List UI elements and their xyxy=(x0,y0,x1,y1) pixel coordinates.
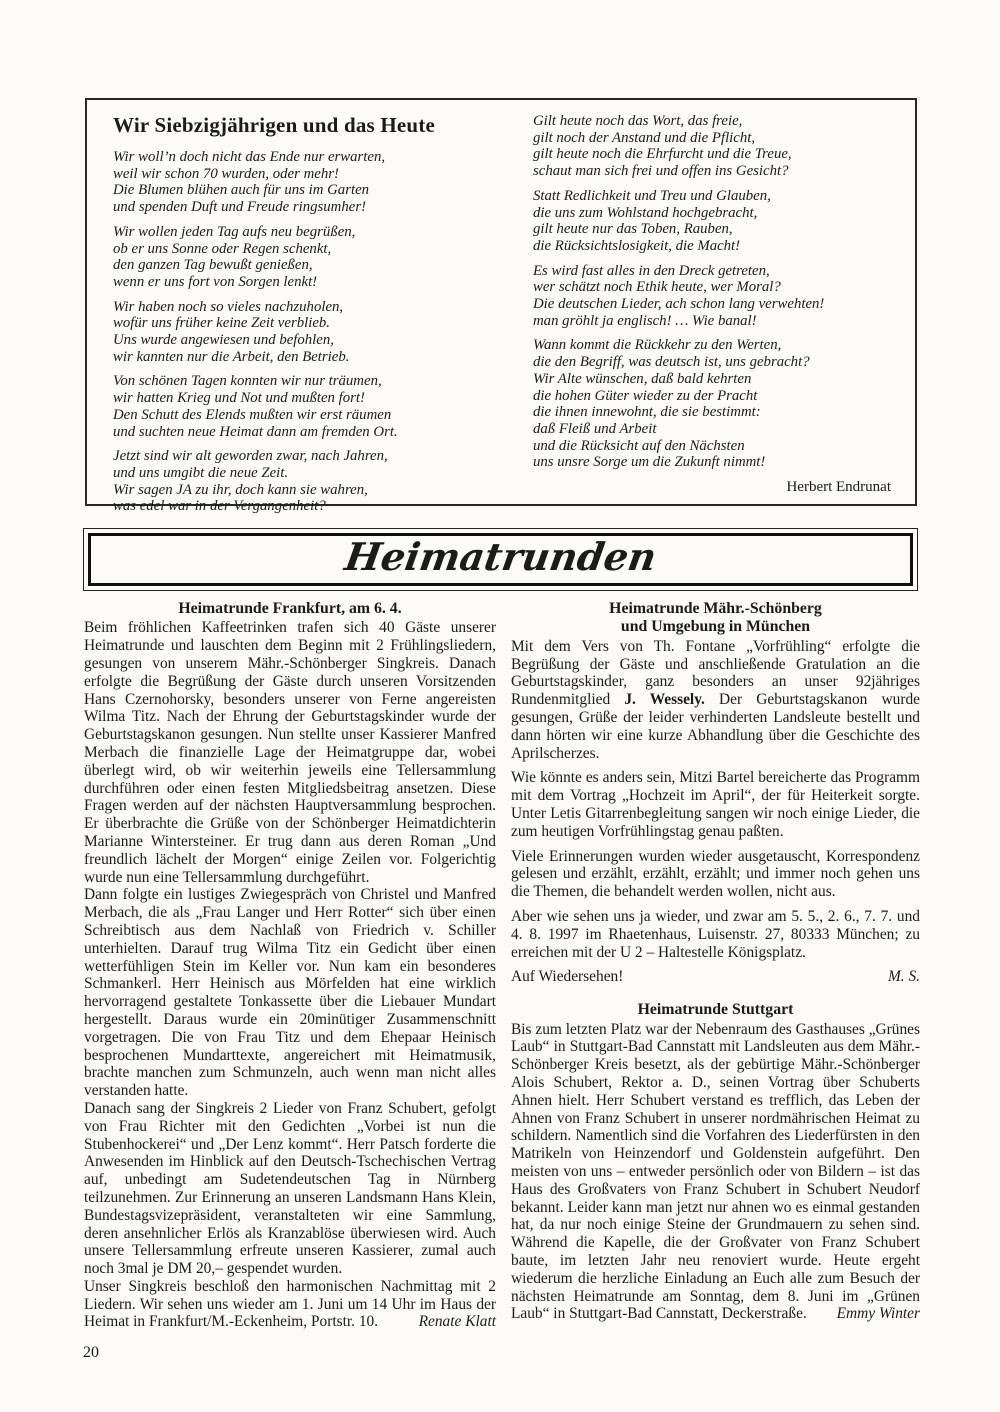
article-column-right xyxy=(511,600,920,1331)
paragraph-text: Mit dem Vers von Th. Fontane „Vorfrühling“ erfolgte die Begrüßung der Gäste und anschließende Gratulation an die Geburtstagskinder, ganz besonders an unser 92jähriges Rundenmitglied xyxy=(511,637,920,709)
poem-column-left xyxy=(113,112,505,523)
article-paragraph xyxy=(511,638,920,763)
poem-stanza xyxy=(533,113,895,180)
paragraph-text: Danach sang der Singkreis 2 Lieder von Franz Schubert, gefolgt von Frau Richter mit den Gedichten „Vorbei ist nun die Stubenhockerei“ und „Der Lenz kommt“. Herr Patsch forderte die Anwesenden im Hinblick auf den Deutsch-Tschechischen Vertrag auf, unbedingt am Sudetendeutschen Tag in Nürnberg teilzunehmen. Zur Erinnerung an unseren Landsmann Hans Klein, Bundestagsvizepräsident, veranstalteten wir eine Sammlung, deren ansehnlicher Erlös als Kranzablöse überwiesen wird. Auch unsere Tellersammlung erfreute unseren Kassierer, zumal auch noch 3mal je DM 20,– gespendet wurden. xyxy=(84,1099,496,1278)
paragraph-text: Bis zum letzten Platz war der Nebenraum des Gasthauses „Grünes Laub“ in Stuttgart-Bad Cannstatt mit Landsleuten aus dem Mähr.-Schönberger Kreis besetzt, als der gebürtige Mähr.-Schönberger Alois Schubert, Rektor a. D., seinen Vortrag über Schuberts Ahnen hielt. Herr Schubert verstand es trefflich, das Leben der Ahnen von Franz Schubert in unserer nordmährischen Heimat zu schildern. Namentlich sind die Vorfahren des Liederfürsten in den Matrikeln von Heinzendorf und Goldenstein aufgeführt. Den meisten von uns – entweder persönlich oder von Bildern – ist das Haus des Großvaters von Franz Schubert in Schubert Neudorf bekannt. Leider kann man jetzt nur ahnen wo es einmal gestanden hat, da nur noch einige Steine der Grundmauern zu sehen sind. Während die Kapelle, die der Großvater von Franz Schubert baute, im letzten Jahr neu renoviert wurde. Heute ergeht wiederum die herzliche Einladung an Euch alle zum Besuch der nächsten Heimatrunde am Sonntag, dem 8. Juni im „Grünen Laub“ in Stuttgart-Bad Cannstatt, Deckerstraße. xyxy=(511,1020,921,1323)
section-banner-title: Heimatrunden xyxy=(342,534,660,579)
paragraph-text: Beim fröhlichen Kaffeetrinken trafen sich 40 Gäste unserer Heimatrunde und lauschten dem Beginn mit 2 Frühlingsliedern, gesungen von unserem Mähr.-Schönberger Singkreis. Danach erfolgte die Begrüßung der Gäste durch unseren Vorsitzenden Hans Czernohorsky, besonders unserer von Ferne angereisten Wilma Titz. Nach der Ehrung der Geburtstagskinder wurde der Geburtstagskanon gesungen. Nun stellte unser Kassierer Manfred Merbach die finanzielle Lage der Heimatgruppe dar, wobei überlegt wird, ob wir weiterhin jeweils eine Tellersammlung durchführen oder einen festen Mitgliedsbeitrag ansetzen. Diese Fragen werden auf der nächsten Hauptversammlung besprochen. Er überbrachte die Grüße von der Schönberger Heimatdichterin Marianne Wintersteiner. Er trug dann aus deren Roman „Und freundlich lächelt der Morgen“ einige Zeilen vor. Folgerichtig wurde nun eine Tellersammlung durchgeführt. xyxy=(84,619,496,886)
article-heading-frankfurt: Heimatrunde Frankfurt, am 6. 4. xyxy=(178,600,402,617)
page-number: 20 xyxy=(83,1344,99,1361)
poem-line: Es wird fast alles in den Dreck getreten, xyxy=(533,262,770,279)
article-columns xyxy=(84,600,920,1331)
poem-line: wofür uns früher keine Zeit verblieb. xyxy=(113,315,330,332)
paragraph-text: Viele Erinnerungen wurden wieder ausgetauscht, Korrespondenz gelesen und erzählt, erzählt, erzählt; und immer noch gehen uns die Themen, die behandelt werden wollen, nicht aus. xyxy=(511,847,920,901)
poem-line: gilt heute nur das Toben, Rauben, xyxy=(533,221,733,238)
poem-line: Wir wollen jeden Tag aufs neu begrüßen, xyxy=(113,223,356,240)
poem-line: und suchten neue Heimat dann am fremden Ort. xyxy=(113,423,398,440)
poem-stanza xyxy=(533,337,895,471)
poem-line: schaut man sich frei und offen ins Gesicht? xyxy=(533,163,789,180)
article-paragraph xyxy=(84,886,496,1100)
author-signature: Emmy Winter xyxy=(836,1305,920,1323)
poem-line: die uns zum Wohlstand hochgebracht, xyxy=(533,204,758,221)
poem-line: ob er uns Sonne oder Regen schenkt, xyxy=(113,240,332,257)
article-heading-stuttgart: Heimatrunde Stuttgart xyxy=(637,1001,794,1019)
poem-stanza xyxy=(533,263,895,330)
poem-line: und spenden Duft und Freude ringsumher! xyxy=(113,199,367,216)
paragraph-text: Wie könnte es anders sein, Mitzi Bartel bereicherte das Programm mit dem Vortrag „Hochzeit im April“, der für Heiterkeit sorgte. Unter Letis Gitarrenbegleitung sangen wir noch einige Lieder, die zum heutigen Vorfrühlingstag genau paßten. xyxy=(511,769,920,840)
highlighted-name: J. Wessely. xyxy=(624,691,705,709)
poem-stanza xyxy=(113,373,505,440)
paragraph-text: Unser Singkreis beschloß den harmonischen Nachmittag mit 2 Liedern. Wir sehen uns wieder am 1. Juni um 14 Uhr im Haus der Heimat in Frankfurt/M.-Eckenheim, Portstr. 10. xyxy=(84,1277,496,1331)
poem-line: uns unsre Sorge um die Zukunft nimmt! xyxy=(533,454,766,471)
poem-stanza xyxy=(113,448,505,515)
poem-line: Statt Redlichkeit und Treu und Glauben, xyxy=(533,187,771,204)
poem-line: Jetzt sind wir alt geworden zwar, nach Jahren, xyxy=(113,448,388,465)
poem-line: Von schönen Tagen konnten wir nur träumen, xyxy=(113,373,382,390)
poem-line: wer schätzt noch Ethik heute, wer Moral? xyxy=(533,279,781,296)
article-paragraph xyxy=(511,848,920,901)
poem-columns xyxy=(113,112,895,523)
article-paragraph xyxy=(84,619,496,886)
paragraph-text: Auf Wiedersehen! xyxy=(511,968,624,986)
poem-line: den ganzen Tag bewußt genießen, xyxy=(113,257,313,274)
article-column-left xyxy=(84,600,496,1331)
poem-right-stanzas xyxy=(533,113,895,471)
poem-line: die hohen Güter wieder zu der Pracht xyxy=(533,387,758,404)
article-paragraph xyxy=(511,908,920,961)
poem-line: die ihnen innewohnt, die sie bestimmt: xyxy=(533,404,761,421)
poem-line: Wann kommt die Rückkehr zu den Werten, xyxy=(533,337,782,354)
poem-line: die Rücksichtslosigkeit, die Macht! xyxy=(533,237,741,254)
poem-column-right xyxy=(533,112,895,523)
poem-line: Wir Alte wünschen, daß bald kehrten xyxy=(533,370,752,387)
author-signature: M. S. xyxy=(887,968,920,986)
article-paragraph xyxy=(511,968,920,986)
poem-line: gilt noch der Anstand und die Pflicht, xyxy=(533,129,756,146)
poem-line: Wir sagen JA zu ihr, doch kann sie wahren, xyxy=(113,481,368,498)
article-paragraph xyxy=(511,1021,920,1324)
poem-line: man gröhlt ja englisch! … Wie banal! xyxy=(533,312,757,329)
poem-stanza xyxy=(113,149,505,216)
poem-line: wir kannten nur die Arbeit, den Betrieb. xyxy=(113,348,350,365)
article-body-frankfurt xyxy=(84,619,496,1331)
article-body-stuttgart xyxy=(511,1021,920,1324)
article-paragraph xyxy=(511,769,920,840)
article-heading-muenchen-line1: Heimatrunde Mähr.-Schönberg xyxy=(609,600,822,617)
section-banner xyxy=(83,528,918,591)
poem-line: wenn er uns fort von Sorgen lenkt! xyxy=(113,273,318,290)
poem-line: Die deutschen Lieder, ach schon lang verwehten! xyxy=(533,296,825,313)
poem-line: und uns umgibt die neue Zeit. xyxy=(113,464,289,481)
poem-line: was edel war in der Vergangenheit? xyxy=(113,498,326,515)
article-paragraph xyxy=(84,1100,496,1278)
poem-line: Gilt heute noch das Wort, das freie, xyxy=(533,113,743,129)
poem-stanza xyxy=(113,299,505,366)
poem-line: und die Rücksicht auf den Nächsten xyxy=(533,437,745,454)
article-heading-muenchen xyxy=(511,600,920,637)
poem-author-signature: Herbert Endrunat xyxy=(786,479,891,496)
article-paragraph xyxy=(84,1278,496,1331)
poem-line: Uns wurde angewiesen und befohlen, xyxy=(113,332,334,349)
poem-line: Wir haben noch so vieles nachzuholen, xyxy=(113,298,344,315)
poem-stanza xyxy=(533,188,895,255)
poem-line: weil wir schon 70 wurden, oder mehr! xyxy=(113,165,339,182)
poem-line: Wir woll’n doch nicht das Ende nur erwarten, xyxy=(113,149,386,165)
poem-line: gilt heute noch die Ehrfurcht und die Treue, xyxy=(533,146,792,163)
paragraph-text: Aber wie sehen uns ja wieder, und zwar am 5. 5., 2. 6., 7. 7. und 4. 8. 1997 im Rhaetenhaus, Luisenstr. 27, 80333 München; zu erreichen mit der U 2 – Haltestelle Königsplatz. xyxy=(511,907,920,961)
poem-line: die den Begriff, was deutsch ist, uns gebracht? xyxy=(533,354,810,371)
article-heading-muenchen-line2: und Umgebung in München xyxy=(620,618,811,636)
paragraph-text: Dann folgte ein lustiges Zwiegespräch von Christel und Manfred Merbach, die als „Frau Langer und Herr Rotter“ sich über einen Schreibtisch aus dem Nachlaß von Friedrich v. Schiller unterhielten. Darauf trug Wilma Titz ein Gedicht über einen wetterfühligen Stein im Keller vor. Nun kam ein besonderes Schmankerl. Herr Heinisch aus Mörfelden hat eine wirklich hervorragend gestaltete Tonkassette über die Liebauer Mundart hergestellt. Daraus wurde ein 20minütiger Zusammenschnitt vorgetragen. Die von Frau Titz und dem Ehepaar Heinisch besprochenen Mundarttexte, angereichert mit Heimatmusik, brachte manchen zum Schmunzeln, auch wenn man nicht alles verstanden hatte. xyxy=(84,886,496,1100)
section-banner-frame xyxy=(88,533,913,586)
paragraph-text: Der Geburtstagskanon wurde gesungen, Grüße der leider verhinderten Landsleute bestellt und dann hörten wir eine kurze Abhandlung über die Geschichte des Aprilscherzes. xyxy=(511,691,920,762)
poem-stanza xyxy=(113,224,505,291)
poem-line: daß Fleiß und Arbeit xyxy=(533,420,657,437)
author-signature: Renate Klatt xyxy=(418,1313,496,1331)
poem-box xyxy=(85,98,917,515)
poem-line: Den Schutt des Elends mußten wir erst räumen xyxy=(113,406,392,423)
article-body-muenchen xyxy=(511,638,920,986)
poem-line: Die Blumen blühen auch für uns im Garten xyxy=(113,182,370,199)
poem-left-stanzas xyxy=(113,149,505,515)
poem-line: wir hatten Krieg und Not und mußten fort! xyxy=(113,390,365,407)
poem-title: Wir Siebzigjährigen und das Heute xyxy=(113,113,436,137)
